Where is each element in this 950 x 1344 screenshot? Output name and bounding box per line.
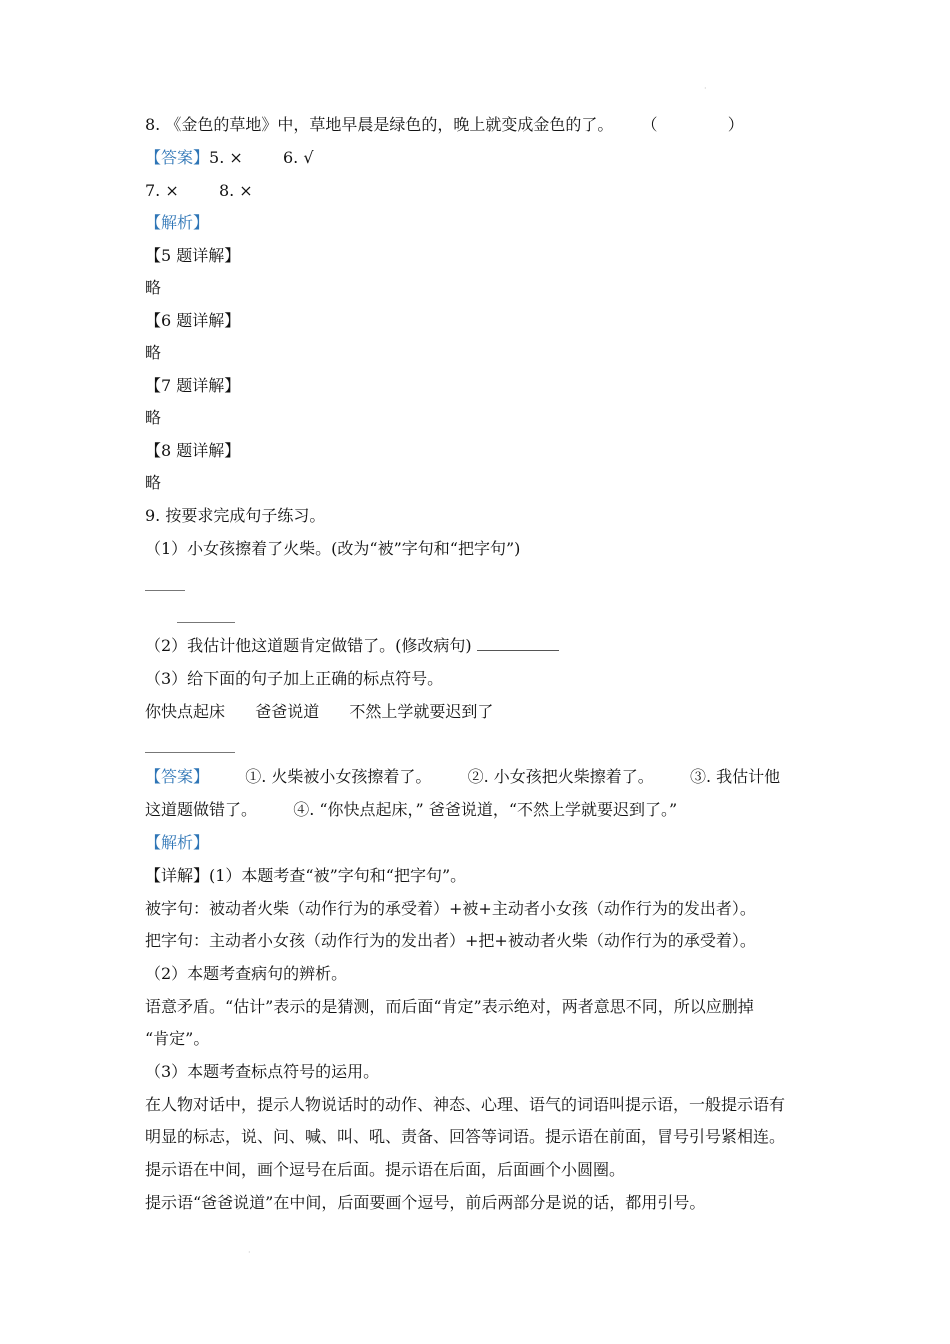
question-8-text: 8. 《金色的草地》中，草地早晨是绿色的，晚上就变成金色的了。 [145, 115, 614, 134]
detail-6-heading: 【6 题详解】 [145, 311, 241, 330]
answer-block-2-line-1 [145, 766, 780, 788]
analysis-line: （3）本题考查标点符号的运用。 [145, 1062, 380, 1081]
question-9-part-2 [145, 635, 559, 657]
answer-tag: 【答案】 [145, 148, 210, 167]
answer-block-1-line-1 [145, 147, 314, 169]
answer-blank-2[interactable] [177, 622, 235, 623]
answer-7: 7. × [145, 181, 179, 200]
analysis-tag: 【解析】 [145, 213, 210, 232]
scan-dot: · [248, 1248, 251, 1257]
detail-7-body: 略 [145, 408, 162, 427]
analysis-line: 提示语在中间，画个逗号在后面。提示语在后面，后面画个小圆圈。 [145, 1160, 626, 1179]
analysis-line: （2）本题考查病句的辨析。 [145, 964, 348, 983]
answer-9-1: ①. 火柴被小女孩擦着了。 [245, 767, 432, 786]
answer-6: 6. √ [282, 148, 314, 167]
scan-dot: · [704, 84, 707, 93]
detail-8-body: 略 [145, 473, 162, 492]
answer-paren-close: ） [727, 115, 744, 134]
analysis-line: 明显的标志，说、问、喊、叫、吼、责备、回答等词语。提示语在前面，冒号引号紧相连。 [145, 1127, 786, 1146]
answer-tag-2: 【答案】 [145, 767, 210, 786]
punctuation-sentence [145, 701, 493, 723]
answer-9-3: ③. 我估计他 [689, 767, 781, 786]
detail-6-body: 略 [145, 343, 162, 362]
sentence-part-1: 你快点起床 [145, 702, 226, 721]
answer-blank-3[interactable] [477, 636, 559, 651]
sentence-part-2: 爸爸说道 [255, 702, 320, 721]
detail-5-heading: 【5 题详解】 [145, 246, 241, 265]
answer-9-4: ④. “你快点起床，” 爸爸说道，“不然上学就要迟到了。” [293, 800, 678, 819]
answer-block-1-line-2 [145, 180, 253, 202]
analysis-tag-2: 【解析】 [145, 833, 210, 852]
sentence-part-3: 不然上学就要迟到了 [349, 702, 494, 721]
answer-5: 5. × [209, 148, 243, 167]
question-9-part-2-text: （2）我估计他这道题肯定做错了。(修改病句) [145, 636, 472, 655]
analysis-line: 把字句：主动者小女孩（动作行为的发出者）+把+被动者火柴（动作行为的承受着）。 [145, 931, 756, 950]
question-9-part-1: （1）小女孩擦着了火柴。(改为“被”字句和“把字句”) [145, 539, 521, 558]
answer-paren-open: （ [641, 115, 658, 134]
analysis-line: 被字句：被动者火柴（动作行为的承受着）+被+主动者小女孩（动作行为的发出者）。 [145, 899, 756, 918]
analysis-line: 在人物对话中，提示人物说话时的动作、神态、心理、语气的词语叫提示语，一般提示语有 [145, 1095, 786, 1114]
detail-7-heading: 【7 题详解】 [145, 376, 241, 395]
analysis-line: 【详解】(1）本题考查“被”字句和“把字句”。 [145, 866, 467, 885]
analysis-line: 提示语“爸爸说道”在中间，后面要画个逗号，前后两部分是说的话，都用引号。 [145, 1193, 706, 1212]
question-9-part-3: （3）给下面的句子加上正确的标点符号。 [145, 669, 444, 688]
answer-block-2-line-2 [145, 799, 677, 821]
answer-blank-1[interactable] [145, 590, 185, 591]
analysis-line: 语意矛盾。“估计”表示的是猜测，而后面“肯定”表示绝对，两者意思不同，所以应删掉 [145, 997, 754, 1016]
question-9-title: 9. 按要求完成句子练习。 [145, 506, 326, 525]
answer-9-2: ②. 小女孩把火柴擦着了。 [467, 767, 654, 786]
analysis-line: “肯定”。 [145, 1029, 210, 1048]
answer-blank-4[interactable] [145, 752, 235, 753]
detail-5-body: 略 [145, 278, 162, 297]
answer-9-3-continued: 这道题做错了。 [145, 800, 258, 819]
answer-8: 8. × [218, 181, 253, 200]
detail-8-heading: 【8 题详解】 [145, 441, 241, 460]
question-8 [145, 114, 744, 136]
